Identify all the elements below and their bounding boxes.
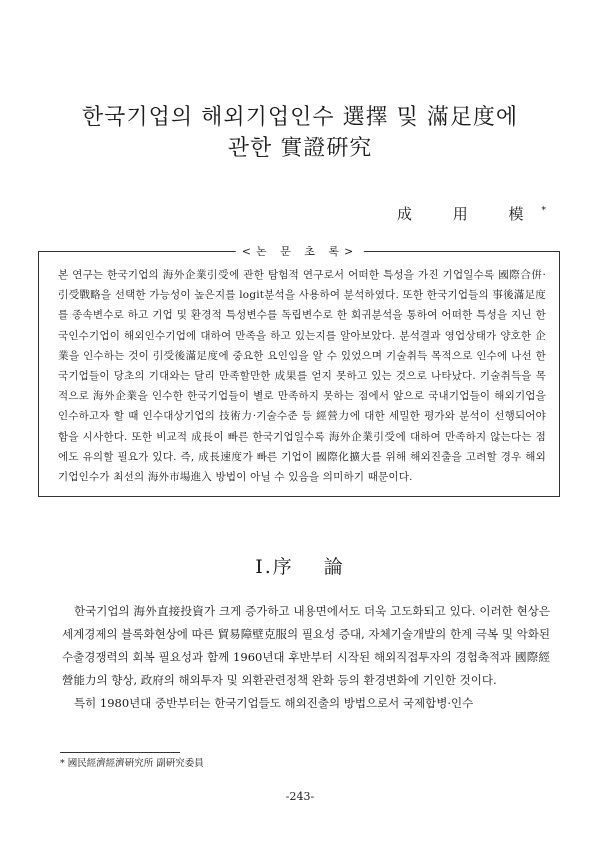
author-name: 成 用 模 xyxy=(396,205,542,223)
body-text xyxy=(62,600,550,715)
author-footnote-mark: * xyxy=(541,206,546,216)
abstract-label: <논 문 초 록> xyxy=(236,243,364,259)
footnote: * 國民經濟經濟硏究所 副硏究委員 xyxy=(60,758,204,769)
section-title-a: 序 xyxy=(272,556,294,578)
footnote-rule xyxy=(60,752,180,753)
paper-title-line-1: 한국기업의 해외기업인수 選擇 및 滿足度에 xyxy=(81,105,519,130)
author xyxy=(397,203,546,224)
section-title-b: 論 xyxy=(323,556,345,578)
section-number: Ⅰ. xyxy=(255,556,273,578)
section-heading xyxy=(0,552,600,579)
abstract-text: 본 연구는 한국기업의 海外企業引受에 관한 탐험적 연구로서 어떠한 특성을 가진 기업일수록 國際合倂·引受戰略을 선택한 가능성이 높은지를 logit분석을 사용하여 분석하였다. 또한 한국기업들의 事後滿足度를 종속변수로 하고 기업 및 환경적 특성변수를 독립변수로 한 회귀분석을 통하여 어떠한 특성을 지닌 한국인수기업이 해외인수기업에 대하여 만족을 하고 있는지를 알아보았다. 분석결과 영업상태가 양호한 企業을 인수하는 것이 引受後滿足度에 중요한 요인임을 알 수 있었으며 기술취득 목적으로 인수에 나선 한국기업들이 당초의 기대와는 달리 만족할만한 成果를 얻지 못하고 있는 것으로 나타났다. 기술취득을 목적으로 海外企業을 인수한 한국기업들이 별로 만족하지 못하는 점에서 앞으로 국내기업들이 해외기업을 인수하고자 할 때 인수대상기업의 技術力·기술수준 등 經營力에 대한 세밀한 평가와 분석이 선행되어야 함을 시사한다. 또한 비교적 成長이 빠른 한국기업일수록 海外企業引受에 대하여 만족하지 않는다는 점에도 유의할 필요가 있다. 즉, 成長速度가 빠른 기업이 國際化擴大를 위해 해외진출을 고려할 경우 해외기업인수가 최선의 海外市場進入 방법이 아닐 수 있음을 의미하기 때문이다. xyxy=(58,269,546,484)
body-paragraph-1: 한국기업의 海外直接投資가 크게 증가하고 내용면에서도 더욱 고도화되고 있다. 이러한 현상은 세계경제의 블록화현상에 따른 貿易障壁克服의 필요성 증대, 자체기술개발의 한계 극복 및 악화된 수출경쟁력의 회복 필요성과 함께 1960년대 후반부터 시작된 해외직접투자의 경험축적과 國際經營能力의 향상, 政府의 해외투자 및 외환관련정책 완화 등의 환경변화에 기인한 것이다. xyxy=(62,604,550,687)
page-number: -243- xyxy=(285,790,315,803)
paper-title-line-2: 관한 實證硏究 xyxy=(227,136,373,161)
body-paragraph-2: 특히 1980년대 중반부터는 한국기업들도 해외진출의 방법으로서 국제합병·인수 xyxy=(74,696,474,710)
